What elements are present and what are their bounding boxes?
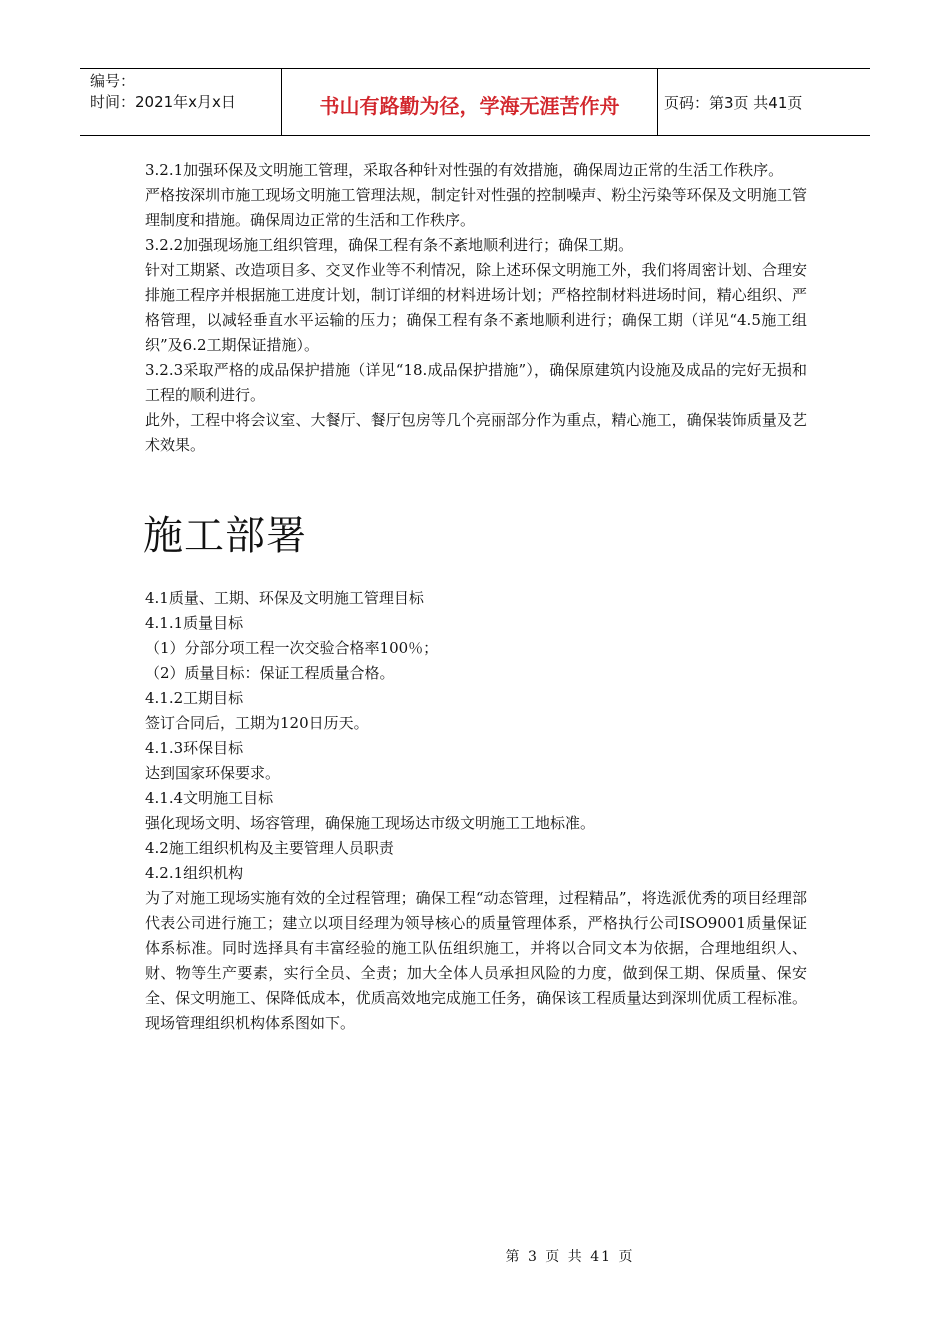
paragraph: （1）分部分项工程一次交验合格率100％； bbox=[145, 639, 439, 657]
paragraph: 4.1.4文明施工目标 bbox=[145, 789, 274, 807]
paragraph: 4.1.2工期目标 bbox=[145, 689, 244, 707]
paragraph: 3.2.3采取严格的成品保护措施（详见“18.成品保护措施”），确保原建筑内设施及成品的完好无损和工程的顺利进行。 bbox=[145, 361, 807, 404]
paragraph: 严格按深圳市施工现场文明施工管理法规，制定针对性强的控制噪声、粉尘污染等环保及文明施工管理制度和措施。确保周边正常的生活和工作秩序。 bbox=[145, 186, 807, 229]
document-body bbox=[145, 158, 807, 1036]
paragraph: 为了对施工现场实施有效的全过程管理；确保工程“动态管理，过程精品”，将选派优秀的项目经理部代表公司进行施工；建立以项目经理为领导核心的质量管理体系，严格执行公司ISO9001质量保证体系标准。同时选择具有丰富经验的施工队伍组织施工，并将以合同文本为依据，合理地组织人、财、物等生产要素，实行全员、全责；加大全体人员承担风险的力度，做到保工期、保质量、保安全、保文明施工、保降低成本，优质高效地完成施工任务，确保该工程质量达到深圳优质工程标准。现场管理组织机构体系图如下。 bbox=[145, 889, 807, 1032]
paragraph: 达到国家环保要求。 bbox=[145, 764, 281, 782]
paragraph: 签订合同后，工期为120日历天。 bbox=[145, 714, 369, 732]
paragraph: 4.2施工组织机构及主要管理人员职责 bbox=[145, 839, 394, 857]
paragraph: 3.2.1加强环保及文明施工管理，采取各种针对性强的有效措施，确保周边正常的生活工作秩序。 bbox=[145, 161, 784, 179]
header-meta bbox=[80, 69, 282, 135]
page-footer: 第 3 页 共 41 页 bbox=[505, 1249, 635, 1265]
date-text: 时间：2021年x月x日 bbox=[90, 93, 236, 111]
paragraph: 此外，工程中将会议室、大餐厅、餐厅包房等几个亮丽部分作为重点，精心施工，确保装饰质量及艺术效果。 bbox=[145, 411, 807, 454]
paragraph: 强化现场文明、场容管理，确保施工现场达市级文明施工工地标准。 bbox=[145, 814, 596, 832]
paragraph: 3.2.2加强现场施工组织管理，确保工程有条不紊地顺利进行；确保工期。 bbox=[145, 236, 634, 254]
paragraph: 4.2.1组织机构 bbox=[145, 864, 244, 882]
paragraph: 4.1质量、工期、环保及文明施工管理目标 bbox=[145, 589, 424, 607]
paragraph: （2）质量目标：保证工程质量合格。 bbox=[145, 664, 395, 682]
section-title: 施工部署 bbox=[143, 513, 307, 559]
header-page-info: 页码：第3页 共41页 bbox=[664, 93, 803, 112]
header-motto: 书山有路勤为径，学海无涯苦作舟 bbox=[282, 69, 658, 135]
serial-label: 编号： bbox=[90, 72, 136, 90]
paragraph: 4.1.1质量目标 bbox=[145, 614, 244, 632]
paragraph: 针对工期紧、改造项目多、交叉作业等不利情况，除上述环保文明施工外，我们将周密计划、合理安排施工程序并根据施工进度计划，制订详细的材料进场计划；严格控制材料进场时间，精心组织、严格管理，以减轻垂直水平运输的压力；确保工程有条不紊地顺利进行；确保工期（详见“4.5施工组织”及6.2工期保证措施）。 bbox=[145, 261, 807, 354]
paragraph: 4.1.3环保目标 bbox=[145, 739, 244, 757]
page-header bbox=[80, 68, 870, 136]
